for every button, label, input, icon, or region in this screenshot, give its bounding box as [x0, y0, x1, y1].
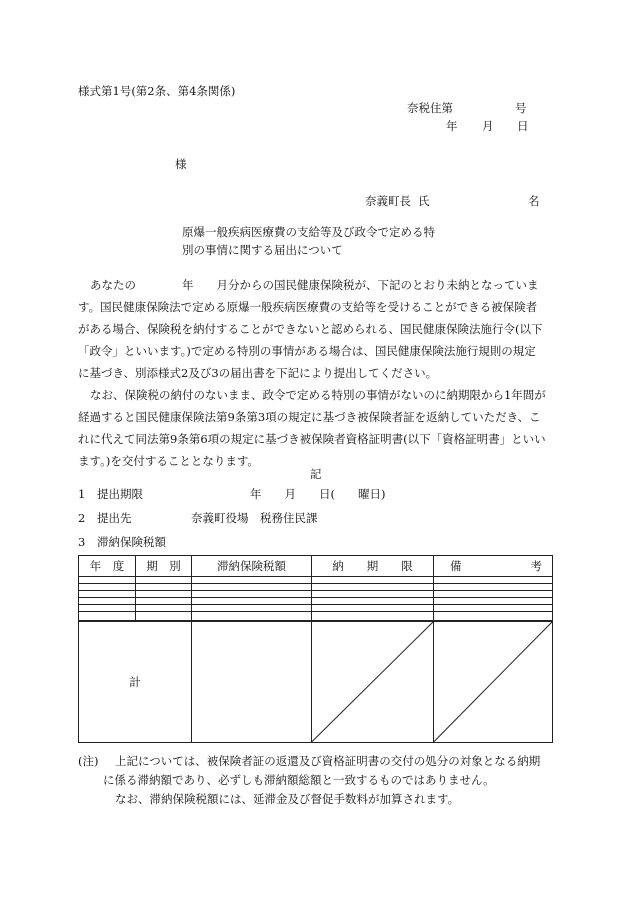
- item-2-value: 奈義町役場 税務住民課: [191, 511, 318, 525]
- body-paragraph-2: [78, 384, 556, 472]
- col-note-header: [434, 556, 553, 577]
- title-line-1: 原爆一般疾病医療費の支給等及び政令で定める特: [182, 225, 435, 239]
- item-1-label: 提出期限: [97, 487, 143, 501]
- total-row: [79, 621, 553, 742]
- title-line-2: 別の事情に関する届出について: [182, 243, 343, 257]
- body-line: す。国民健康保険法で定める原爆一般疾病医療費の支給等を受けることができる被保険者: [78, 300, 538, 314]
- body-line: ます。)を交付することとなります。: [78, 454, 259, 468]
- total-label: 計: [79, 621, 192, 742]
- date-day: 日: [517, 119, 529, 133]
- item-3-number: 3: [78, 535, 86, 549]
- body-paragraph-1: [78, 274, 556, 384]
- total-amount: [192, 621, 312, 742]
- body-line: なお、保険税の納付のないまま、政令で定める特別の事情がないのに納期限から1年間が: [90, 388, 546, 402]
- diagonal-line-note: [434, 622, 552, 742]
- body-line: あなたの 年 月分からの国民健康保険税が、下記のとおり未納となっていま: [90, 278, 539, 292]
- item-2-label: 提出先: [97, 511, 132, 525]
- col-amount-header: 滞納保険税額: [192, 556, 312, 577]
- table-row: [79, 611, 553, 621]
- ki-heading: 記: [310, 467, 322, 481]
- table-row: [79, 583, 553, 590]
- body-line: に基づき、別添様式2及び3の届出書を下記により提出してください。: [78, 366, 438, 380]
- form-number: 様式第1号(第2条、第4条関係): [78, 84, 236, 98]
- sender-shi: 氏: [418, 194, 430, 208]
- item-1-number: 1: [78, 487, 86, 501]
- body-line: 「政令」といいます。)で定める特別の事情がある場合は、国民健康保険法施行規則の規定: [78, 344, 536, 358]
- item-2-number: 2: [78, 511, 86, 525]
- note-line-3: なお、滞納保険税額には、延滞金及び督促手数料が加算されます。: [115, 792, 460, 806]
- note-line-1: 上記については、被保険者証の返還及び資格証明書の交付の処分の対象となる納期: [115, 754, 541, 768]
- table-row: [79, 604, 553, 611]
- body-line: れに代えて同法第9条第6項の規定に基づき被保険者資格証明書(以下「資格証明書」といい: [78, 432, 546, 446]
- col-period-header: 期 別: [136, 556, 192, 577]
- note-label: (注): [78, 754, 99, 768]
- body-line: 経過すると国民健康保険法第9条第3項の規定に基づき被保険者証を返納していただき、こ: [78, 410, 541, 424]
- diagonal-line-due: [312, 622, 433, 742]
- col-note-header-a: 備: [450, 559, 462, 573]
- date-month: 月: [482, 119, 494, 133]
- doc-number-suffix: 号: [515, 101, 527, 115]
- item-1-date: 年 月 日( 曜日): [250, 487, 386, 501]
- date-year: 年: [446, 119, 458, 133]
- table-header-row: [79, 556, 553, 577]
- body-line: がある場合、保険税を納付することができないと認められる、国民健康保険法施行令(以下: [78, 322, 543, 336]
- table-row: [79, 597, 553, 604]
- arrears-table: [78, 555, 553, 743]
- addressee-sama: 様: [175, 157, 187, 171]
- note-line-2: に係る滞納額であり、必ずしも滞納額総額と一致するものではありません。: [103, 773, 495, 787]
- sender-mei: 名: [528, 194, 540, 208]
- col-due-header: 納 期 限: [312, 556, 434, 577]
- total-due-diagonal: [312, 621, 434, 742]
- doc-number-prefix: 奈税住第: [407, 101, 453, 115]
- col-note-header-b: 考: [530, 559, 542, 573]
- sender: 奈義町長: [365, 194, 411, 208]
- table-row: [79, 577, 553, 584]
- total-note-diagonal: [434, 621, 553, 742]
- item-3-label: 滞納保険税額: [97, 535, 166, 549]
- table-row: [79, 590, 553, 597]
- col-year-header: 年 度: [79, 556, 136, 577]
